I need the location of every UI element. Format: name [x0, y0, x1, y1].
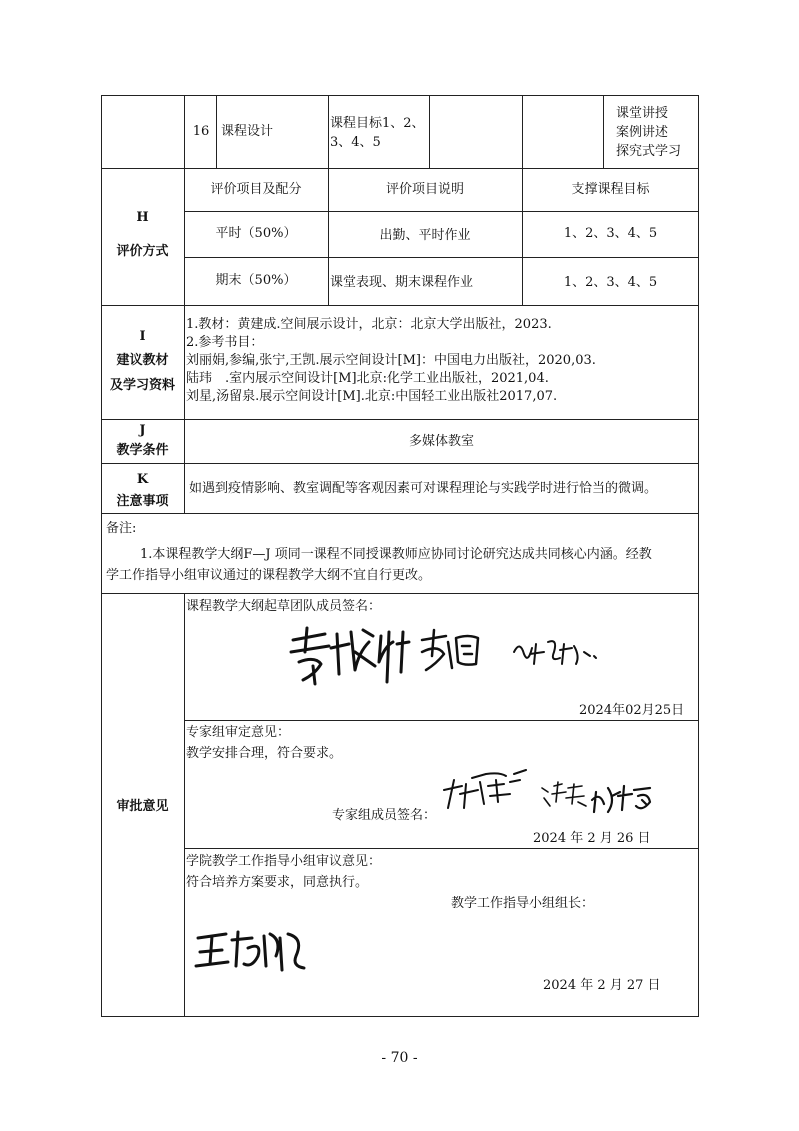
row-divider: [101, 305, 699, 306]
expert-date: 2024 年 2 月 26 日: [533, 831, 651, 846]
schedule-goals-line2: 3、4、5: [330, 135, 381, 150]
signature-image: [538, 780, 588, 810]
reference-line: 1.教材：黄建成.空间展示设计，北京：北京大学出版社，2023.: [186, 317, 552, 332]
row-divider: [101, 168, 699, 169]
column-divider: [184, 593, 185, 1017]
schedule-number: 16: [192, 124, 210, 139]
eval-desc: 出勤、平时作业: [379, 228, 471, 243]
signature-image: [192, 926, 312, 974]
college-leader-label: 教学工作指导小组组长：: [451, 896, 595, 911]
section-h-title: 评价方式: [116, 244, 169, 259]
eval-header-goals: 支撑课程目标: [571, 182, 650, 197]
expert-label: 专家组审定意见：: [186, 725, 291, 740]
remarks-label: 备注:: [106, 521, 137, 536]
teaching-conditions: 多媒体教室: [408, 434, 474, 449]
row-divider: [101, 419, 699, 420]
section-i-title: 及学习资料: [109, 378, 175, 393]
eval-item: 平时（50%）: [215, 226, 297, 241]
section-h-code: H: [136, 210, 149, 225]
column-divider: [216, 95, 217, 168]
schedule-method: 探究式学习: [616, 144, 682, 159]
reference-line: 陆玮 .室内展示空间设计[M]北京:化学工业出版社，2021,04.: [186, 371, 549, 386]
drafting-label: 课程教学大纲起草团队成员签名：: [186, 599, 382, 614]
expert-opinion: 教学安排合理，符合要求。: [186, 746, 343, 761]
section-j-title: 教学条件: [116, 443, 169, 458]
remarks-line: 学工作指导小组审议通过的课程教学大纲不宜自行更改。: [106, 568, 432, 583]
section-j-code: J: [139, 423, 146, 438]
row-divider: [184, 257, 699, 258]
eval-goals: 1、2、3、4、5: [563, 226, 658, 241]
row-divider: [101, 463, 699, 464]
signature-image: [590, 782, 660, 818]
section-i-title: 建议教材: [116, 353, 169, 368]
drafting-date: 2024年02月25日: [579, 703, 685, 718]
row-divider: [101, 513, 699, 514]
college-date: 2024 年 2 月 27 日: [543, 978, 661, 993]
college-opinion: 符合培养方案要求，同意执行。: [186, 875, 369, 890]
row-divider: [184, 211, 699, 212]
schedule-topic: 课程设计: [221, 124, 274, 139]
signature-image: [510, 634, 600, 670]
eval-goals: 1、2、3、4、5: [563, 275, 658, 290]
section-i-code: I: [139, 329, 146, 344]
signature-image: [418, 628, 490, 674]
schedule-goals-line1: 课程目标1、2、: [330, 116, 425, 131]
signature-image: [285, 622, 420, 686]
row-divider: [101, 593, 699, 594]
notes-content: 如遇到疫情影响、教室调配等客观因素可对课程理论与实践学时进行恰当的微调。: [189, 481, 658, 496]
schedule-method: 课堂讲授: [616, 106, 669, 121]
page-number: - 70 -: [381, 1050, 418, 1066]
column-divider: [603, 95, 604, 168]
signature-image: [440, 768, 552, 812]
approval-label: 审批意见: [116, 799, 169, 814]
section-k-code: K: [136, 472, 149, 487]
reference-line: 刘丽娟,参编,张宁,王凯.展示空间设计[M]：中国电力出版社，2020,03.: [186, 353, 596, 368]
schedule-method: 案例讲述: [616, 125, 669, 140]
college-label: 学院教学工作指导小组审议意见：: [186, 854, 382, 869]
reference-line: 刘星,汤留泉.展示空间设计[M].北京:中国轻工业出版社2017,07.: [186, 389, 558, 404]
expert-members-label: 专家组成员签名：: [332, 808, 437, 823]
eval-desc: 课堂表现、期末课程作业: [330, 275, 474, 290]
eval-item: 期末（50%）: [215, 273, 297, 288]
column-divider: [429, 95, 430, 168]
eval-header-item: 评价项目及配分: [210, 182, 302, 197]
row-divider: [184, 848, 699, 849]
remarks-line: 1.本课程教学大纲F—J 项同一课程不同授课教师应协同讨论研究达成共同核心内涵。经教: [140, 547, 652, 562]
eval-header-desc: 评价项目说明: [385, 182, 464, 197]
reference-line: 2.参考书目：: [186, 335, 264, 350]
column-divider: [328, 95, 329, 305]
row-divider: [184, 720, 699, 721]
section-k-title: 注意事项: [116, 494, 169, 509]
